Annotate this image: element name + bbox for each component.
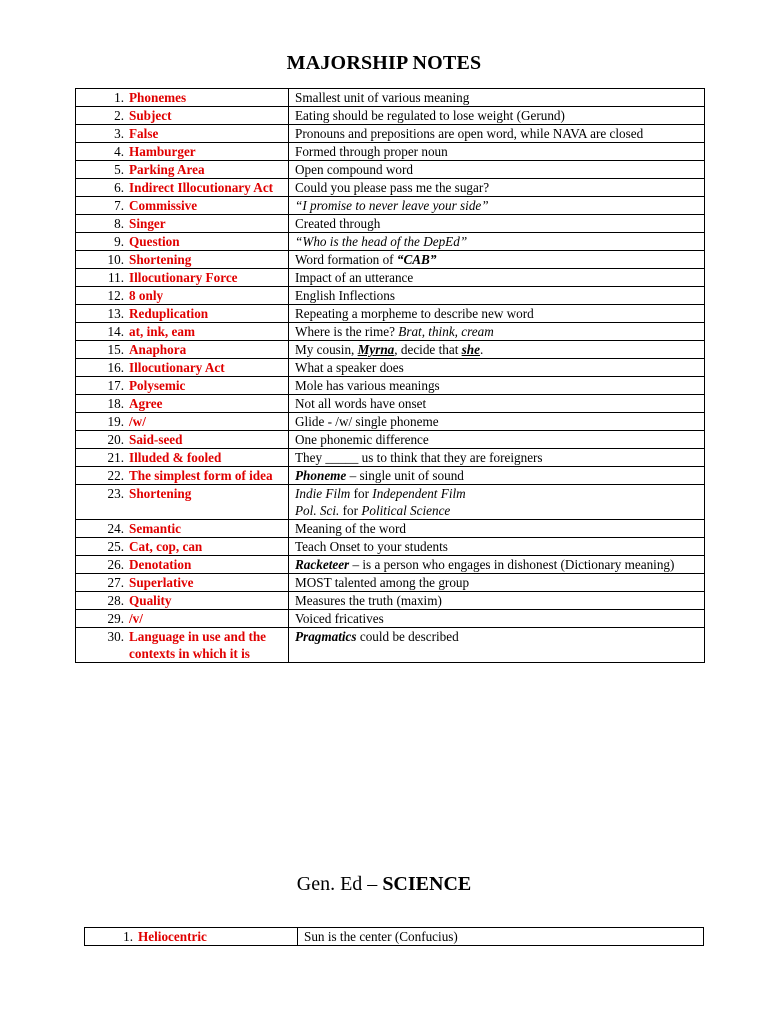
science-notes-table — [84, 927, 704, 946]
term-cell — [76, 215, 289, 233]
item-number: 2. — [114, 108, 124, 123]
table-row — [76, 610, 705, 628]
definition-cell — [289, 107, 705, 125]
definition-cell — [289, 628, 705, 663]
term-cell — [76, 556, 289, 574]
table-row — [76, 341, 705, 359]
item-number: 1. — [123, 929, 133, 944]
term-cell — [76, 395, 289, 413]
definition-cell — [289, 359, 705, 377]
item-number: 9. — [114, 234, 124, 249]
term-label: Heliocentric — [138, 929, 207, 944]
item-number: 21. — [107, 450, 124, 465]
definition-text: . — [479, 342, 484, 357]
term-cell — [76, 610, 289, 628]
table-row — [85, 928, 704, 946]
definition-text: Pragmatics — [295, 629, 357, 644]
table-row — [76, 520, 705, 538]
item-number: 22. — [107, 468, 124, 483]
definition-cell — [289, 485, 705, 520]
definition-text: Impact of an utterance — [295, 270, 414, 285]
definition-text: Not all words have onset — [295, 396, 427, 411]
table-row — [76, 215, 705, 233]
term-label: Shortening — [129, 486, 192, 501]
definition-text: English Inflections — [295, 288, 395, 303]
item-number: 24. — [107, 521, 124, 536]
definition-text: Where is the rime? — [295, 324, 399, 339]
term-label: Said-seed — [129, 432, 183, 447]
definition-cell — [289, 574, 705, 592]
term-label: Singer — [129, 216, 166, 231]
term-label: Anaphora — [129, 342, 187, 357]
term-cell — [76, 323, 289, 341]
item-number: 17. — [107, 378, 124, 393]
item-number: 15. — [107, 342, 124, 357]
definition-text: They _____ us to think that they are foreigners — [295, 450, 543, 465]
definition-cell — [289, 89, 705, 107]
definition-text: Measures the truth (maxim) — [295, 593, 442, 608]
definition-cell — [289, 520, 705, 538]
definition-text: Political Science — [361, 503, 451, 518]
item-number: 5. — [114, 162, 124, 177]
item-number: 29. — [107, 611, 124, 626]
definition-text: she — [461, 342, 480, 357]
table-row — [76, 161, 705, 179]
term-label: Semantic — [129, 521, 182, 536]
definition-text: What a speaker does — [295, 360, 404, 375]
term-cell — [76, 431, 289, 449]
term-cell — [76, 377, 289, 395]
table-row — [76, 143, 705, 161]
item-number: 1. — [114, 90, 124, 105]
table-row — [76, 377, 705, 395]
section-title-prefix: Gen. Ed – — [296, 873, 383, 895]
table-row — [76, 179, 705, 197]
definition-text: Word formation of — [295, 252, 397, 267]
term-cell — [76, 413, 289, 431]
term-label: at, ink, eam — [129, 324, 195, 339]
item-number: 4. — [114, 144, 124, 159]
section-title-bold: SCIENCE — [382, 873, 472, 895]
item-number: 8. — [114, 216, 124, 231]
term-cell — [76, 485, 289, 520]
table-row — [76, 251, 705, 269]
item-number: 20. — [107, 432, 124, 447]
table-row — [76, 395, 705, 413]
definition-cell — [289, 341, 705, 359]
definition-text: Glide - /w/ single phoneme — [295, 414, 439, 429]
term-label: Illocutionary Act — [129, 360, 225, 375]
definition-cell — [289, 251, 705, 269]
term-cell — [76, 125, 289, 143]
definition-text: MOST talented among the group — [295, 575, 470, 590]
definition-text: Pronouns and prepositions are open word, while NAVA are closed — [295, 126, 644, 141]
definition-text: Racketeer — [295, 557, 350, 572]
term-label: /v/ — [129, 611, 143, 626]
term-cell — [76, 269, 289, 287]
term-label: Parking Area — [129, 162, 205, 177]
term-cell — [76, 179, 289, 197]
page-title: MAJORSHIP NOTES — [286, 52, 482, 74]
table-row — [76, 125, 705, 143]
definition-cell — [289, 413, 705, 431]
definition-cell — [289, 179, 705, 197]
definition-text: for — [350, 486, 373, 501]
section-title-science — [0, 873, 768, 896]
table-row — [76, 592, 705, 610]
term-label: Agree — [129, 396, 163, 411]
term-cell — [76, 161, 289, 179]
definition-text: Teach Onset to your students — [295, 539, 448, 554]
term-label: /w/ — [129, 414, 146, 429]
table-row — [76, 431, 705, 449]
term-label: Subject — [129, 108, 172, 123]
definition-text: Meaning of the word — [295, 521, 406, 536]
definition-cell — [289, 233, 705, 251]
majorship-notes-table — [75, 88, 705, 663]
definition-text: Sun is the center (Confucius) — [304, 929, 458, 944]
term-cell — [76, 359, 289, 377]
term-label: Superlative — [129, 575, 194, 590]
term-label: Denotation — [129, 557, 192, 572]
definition-cell — [289, 449, 705, 467]
definition-text: Myrna — [357, 342, 395, 357]
term-cell — [76, 341, 289, 359]
definition-cell — [289, 125, 705, 143]
term-label: Illuded & fooled — [129, 450, 222, 465]
term-label: Cat, cop, can — [129, 539, 203, 554]
table-row — [76, 556, 705, 574]
term-label: Polysemic — [129, 378, 186, 393]
definition-cell — [289, 431, 705, 449]
definition-text: – is a person who engages in dishonest (Dictionary meaning) — [349, 557, 675, 572]
table-row — [76, 89, 705, 107]
definition-text: Open compound word — [295, 162, 413, 177]
term-label: Illocutionary Force — [129, 270, 238, 285]
definition-text: Eating should be regulated to lose weight (Gerund) — [295, 108, 565, 123]
definition-text: Independent Film — [372, 486, 466, 501]
term-label: Language in use and the contexts in which it is — [129, 629, 267, 661]
item-number: 6. — [114, 180, 124, 195]
term-label: 8 only — [129, 288, 164, 303]
term-cell — [76, 520, 289, 538]
table-row — [76, 269, 705, 287]
term-label: Quality — [129, 593, 172, 608]
definition-text: One phonemic difference — [295, 432, 429, 447]
term-cell — [76, 538, 289, 556]
term-cell — [85, 928, 298, 946]
table-row — [76, 449, 705, 467]
definition-text: Indie Film — [295, 486, 351, 501]
term-cell — [76, 574, 289, 592]
definition-text: for — [339, 503, 362, 518]
item-number: 26. — [107, 557, 124, 572]
definition-cell — [289, 556, 705, 574]
definition-text: “Who is the head of the DepEd” — [295, 234, 468, 249]
item-number: 10. — [107, 252, 124, 267]
definition-text: – single unit of sound — [346, 468, 464, 483]
definition-text: Brat, think, cream — [398, 324, 494, 339]
term-label: False — [129, 126, 159, 141]
term-cell — [76, 592, 289, 610]
item-number: 19. — [107, 414, 124, 429]
item-number: 16. — [107, 360, 124, 375]
table-row — [76, 628, 705, 663]
definition-text: “I promise to never leave your side” — [295, 198, 489, 213]
definition-text: Could you please pass me the sugar? — [295, 180, 490, 195]
table-row — [76, 287, 705, 305]
definition-cell — [289, 323, 705, 341]
term-cell — [76, 89, 289, 107]
table-row — [76, 197, 705, 215]
definition-cell — [289, 269, 705, 287]
item-number: 7. — [114, 198, 124, 213]
definition-cell — [298, 928, 704, 946]
table-row — [76, 233, 705, 251]
definition-text: Mole has various meanings — [295, 378, 440, 393]
definition-cell — [289, 215, 705, 233]
term-label: The simplest form of idea — [129, 468, 273, 483]
table-row — [76, 359, 705, 377]
definition-cell — [289, 467, 705, 485]
item-number: 27. — [107, 575, 124, 590]
item-number: 13. — [107, 306, 124, 321]
table-row — [76, 485, 705, 520]
item-number: 28. — [107, 593, 124, 608]
item-number: 25. — [107, 539, 124, 554]
table-row — [76, 413, 705, 431]
term-cell — [76, 305, 289, 323]
definition-text: Repeating a morpheme to describe new word — [295, 306, 534, 321]
definition-cell — [289, 287, 705, 305]
item-number: 14. — [107, 324, 124, 339]
term-label: Shortening — [129, 252, 192, 267]
definition-text: , decide that — [394, 342, 462, 357]
table-row — [76, 538, 705, 556]
definition-text: Voiced fricatives — [295, 611, 384, 626]
item-number: 3. — [114, 126, 124, 141]
definition-cell — [289, 610, 705, 628]
term-cell — [76, 197, 289, 215]
table-row — [76, 107, 705, 125]
table-row — [76, 323, 705, 341]
table-row — [76, 467, 705, 485]
definition-text: Created through — [295, 216, 381, 231]
table-row — [76, 574, 705, 592]
term-cell — [76, 449, 289, 467]
definition-cell — [289, 592, 705, 610]
definition-text: could be described — [356, 629, 459, 644]
item-number: 30. — [107, 629, 124, 644]
definition-text: Pol. Sci. — [295, 503, 340, 518]
definition-cell — [289, 305, 705, 323]
definition-text: Smallest unit of various meaning — [295, 90, 470, 105]
term-label: Reduplication — [129, 306, 209, 321]
term-cell — [76, 467, 289, 485]
term-label: Hamburger — [129, 144, 196, 159]
item-number: 23. — [107, 486, 124, 501]
term-label: Indirect Illocutionary Act — [129, 180, 274, 195]
table-row — [76, 305, 705, 323]
term-label: Phonemes — [129, 90, 187, 105]
term-label: Question — [129, 234, 180, 249]
definition-text: “CAB” — [396, 252, 437, 267]
term-cell — [76, 251, 289, 269]
term-cell — [76, 287, 289, 305]
definition-text: My cousin, — [295, 342, 358, 357]
definition-cell — [289, 395, 705, 413]
definition-cell — [289, 143, 705, 161]
item-number: 18. — [107, 396, 124, 411]
definition-cell — [289, 197, 705, 215]
item-number: 11. — [108, 270, 124, 285]
definition-cell — [289, 538, 705, 556]
definition-cell — [289, 161, 705, 179]
definition-cell — [289, 377, 705, 395]
item-number: 12. — [107, 288, 124, 303]
term-cell — [76, 233, 289, 251]
definition-text: Formed through proper noun — [295, 144, 448, 159]
term-cell — [76, 107, 289, 125]
definition-text: Phoneme — [295, 468, 347, 483]
term-cell — [76, 628, 289, 663]
term-cell — [76, 143, 289, 161]
term-label: Commissive — [129, 198, 198, 213]
